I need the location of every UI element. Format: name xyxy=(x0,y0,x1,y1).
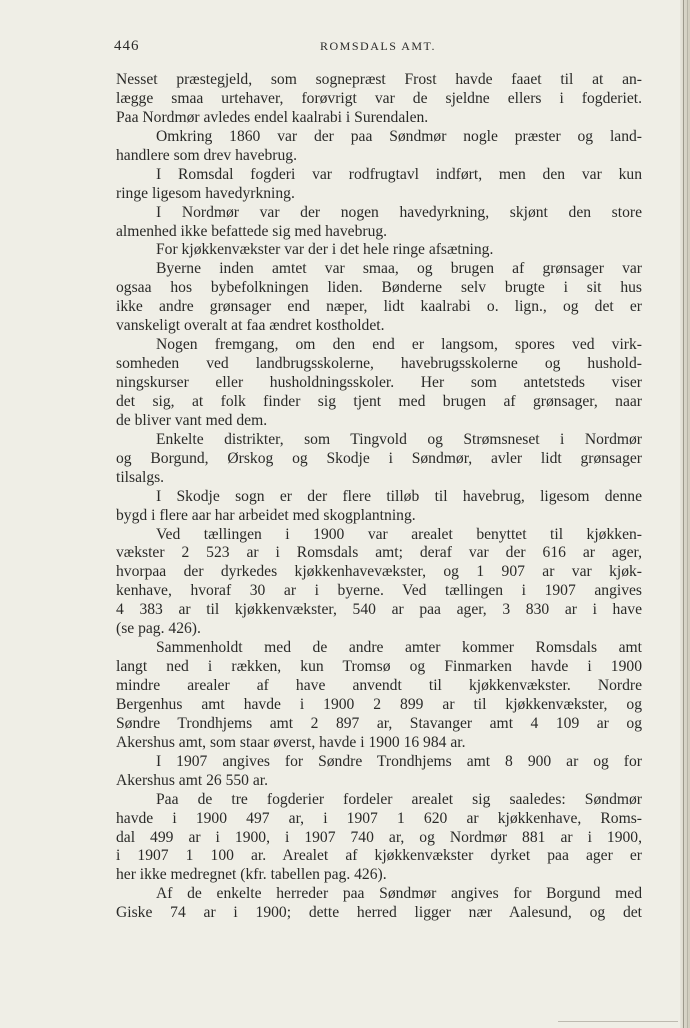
text-line: Nesset præstegjeld, som sognepræst Frost havde faaet til at an- xyxy=(116,71,642,88)
text-line: Giske 74 ar i 1900; dette herred ligger nær Aalesund, og det xyxy=(116,904,642,922)
text-line: havde i 1900 497 ar, i 1907 1 620 ar kjøkkenhave, Roms- xyxy=(116,809,642,827)
text-line: ikke andre grønsager end næper, lidt kaalrabi o. lign., og det er xyxy=(116,298,642,316)
text-line: Akershus amt 26 550 ar. xyxy=(116,771,269,789)
text-line: Paa de tre fogderier fordeler arealet sig saaledes: Søndmør xyxy=(156,790,642,808)
text-line: mindre arealer af have anvendt til kjøkkenvækster. Nordre xyxy=(116,677,642,694)
text-line: i 1907 1 100 ar. Arealet af kjøkkenvækster dyrket paa ager er xyxy=(116,847,642,865)
text-line: lægge smaa urtehaver, forøvrigt var de sjeldne ellers i fogderiet. xyxy=(116,89,642,107)
text-line: vanskeligt overalt at faa ændret kostholdet. xyxy=(116,317,385,335)
page-edge xyxy=(680,0,690,1028)
text-line: ringe ligesom havedyrkning. xyxy=(116,184,295,202)
text-line: 4 383 ar til kjøkkenvækster, 540 ar paa ager, 3 830 ar i have xyxy=(116,601,642,619)
text-line: I Skodje sogn er der flere tilløb til havebrug, ligesom denne xyxy=(156,487,642,505)
text-line: handlere som drev havebrug. xyxy=(116,146,297,164)
body-text xyxy=(116,71,642,923)
text-line: For kjøkkenvækster var der i det hele ringe afsætning. xyxy=(156,241,494,259)
text-line: Ved tællingen i 1900 var arealet benyttet til kjøkken- xyxy=(156,525,642,543)
text-line: Nogen fremgang, om den end er langsom, spores ved virk- xyxy=(156,336,642,354)
text-line: de bliver vant med dem. xyxy=(116,411,268,429)
page-bottom-shadow xyxy=(558,1021,678,1022)
text-line: Omkring 1860 var der paa Søndmør nogle præster og land- xyxy=(156,127,642,145)
text-line: hvorpaa der dyrkedes kjøkkenhavevækster, og 1 907 ar var kjøk- xyxy=(116,563,642,581)
text-line: I 1907 angives for Søndre Trondhjems amt 8 900 ar og for xyxy=(156,752,642,770)
text-line: kenhave, hvoraf 30 ar i byerne. Ved tællingen i 1907 angives xyxy=(116,582,642,600)
text-line: Enkelte distrikter, som Tingvold og Strømsneset i Nordmør xyxy=(156,430,642,448)
text-line: ningskurser eller husholdningsskoler. Her som antetsteds viser xyxy=(116,374,642,391)
text-line: bygd i flere aar har arbeidet med skogplantning. xyxy=(116,506,416,524)
text-line: almenhed ikke befattede sig med havebrug. xyxy=(116,222,388,240)
page-edge-line xyxy=(687,0,688,1028)
page-number: 446 xyxy=(114,38,140,54)
text-line: det sig, at folk finder sig tjent med brugen af grønsager, naar xyxy=(116,392,642,410)
text-line: Paa Nordmør avledes endel kaalrabi i Surendalen. xyxy=(116,108,429,126)
text-line: I Nordmør var der nogen havedyrkning, skjønt den store xyxy=(156,203,642,221)
text-line: Sammenholdt med de andre amter kommer Romsdals amt xyxy=(156,639,642,657)
page-header xyxy=(114,38,642,58)
text-line: ogsaa hos bybefolkningen liden. Bønderne selv brugte i sit hus xyxy=(116,279,642,297)
text-line: tilsalgs. xyxy=(116,468,165,486)
text-line: (se pag. 426). xyxy=(116,620,201,638)
text-line: langt ned i rækken, kun Tromsø og Finmarken havde i 1900 xyxy=(116,658,642,676)
text-line: Søndre Trondhjems amt 2 897 ar, Stavanger amt 4 109 ar og xyxy=(116,714,642,732)
running-title: ROMSDALS AMT. xyxy=(320,39,436,53)
text-line: og Borgund, Ørskog og Skodje i Søndmør, avler lidt grønsager xyxy=(116,449,642,467)
text-line: Akershus amt, som staar øverst, havde i 1900 16 984 ar. xyxy=(116,733,466,751)
page-edge-line xyxy=(683,0,684,1028)
text-line: somheden ved landbrugsskolerne, havebrugsskolerne og hushold- xyxy=(116,355,642,373)
text-line: vækster 2 523 ar i Romsdals amt; deraf var der 616 ar ager, xyxy=(116,544,642,562)
text-line: her ikke medregnet (kfr. tabellen pag. 426). xyxy=(116,866,387,884)
text-line: Bergenhus amt havde i 1900 2 899 ar til kjøkkenvækster, og xyxy=(116,695,642,713)
text-line: Af de enkelte herreder paa Søndmør angives for Borgund med xyxy=(156,885,642,903)
text-line: I Romsdal fogderi var rodfrugtavl indført, men den var kun xyxy=(156,165,642,183)
text-line: dal 499 ar i 1900, i 1907 740 ar, og Nordmør 881 ar i 1900, xyxy=(116,828,642,846)
text-line: Byerne inden amtet var smaa, og brugen af grønsager var xyxy=(156,260,642,278)
